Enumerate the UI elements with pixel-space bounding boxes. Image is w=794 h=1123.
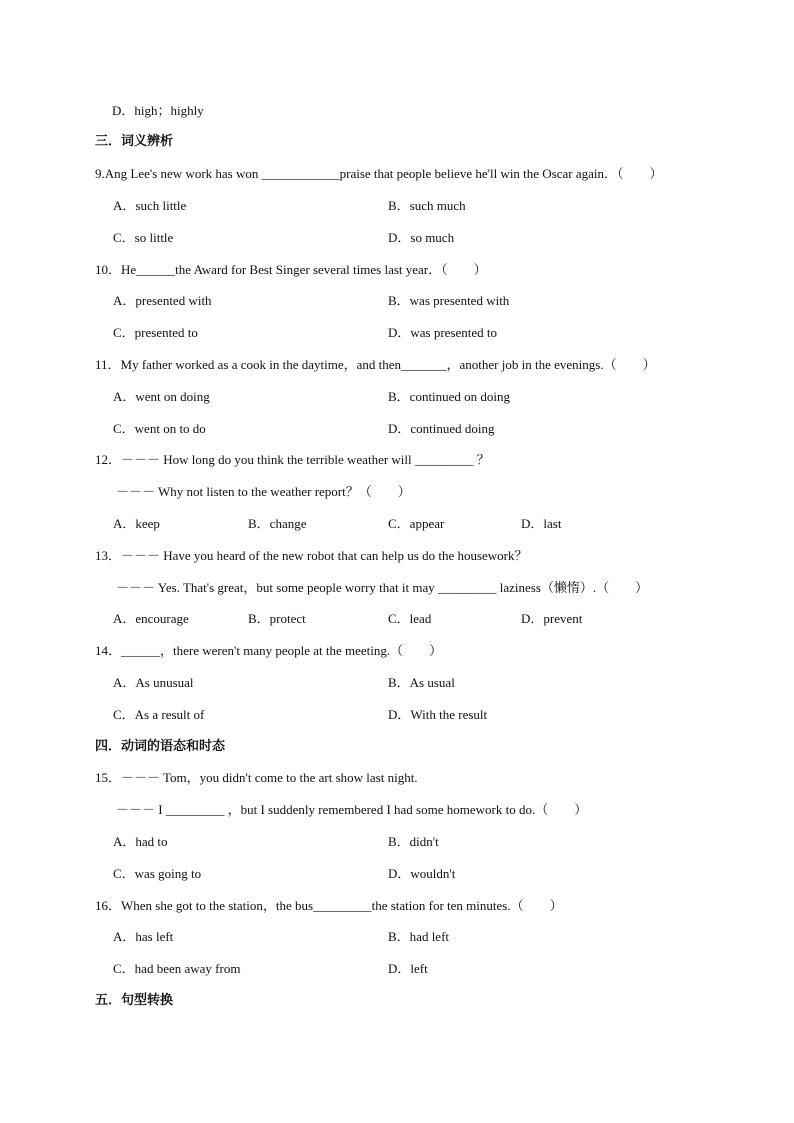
q10-option-a: A．presented with <box>113 293 212 308</box>
q12-option-d: D．last <box>521 516 562 531</box>
question-14 <box>95 643 442 659</box>
question-15-blank: _________ <box>165 802 225 817</box>
q14-option-a: A．As unusual <box>113 675 194 690</box>
question-15: 15．－－－ Tom，you didn't come to the art show last night. <box>95 770 418 785</box>
question-10-blank: ______ <box>136 262 176 277</box>
q13-option-c: C．lead <box>388 611 432 626</box>
q11-option-b: B．continued on doing <box>388 389 511 404</box>
q15-option-a: A．had to <box>113 834 168 849</box>
question-14-blank: ______ <box>121 643 161 658</box>
question-16 <box>95 898 563 914</box>
q14-option-b: B．As usual <box>388 675 455 690</box>
q16-option-a: A．has left <box>113 929 174 944</box>
q16-option-c: C．had been away from <box>113 961 241 976</box>
question-13-reply <box>116 580 648 596</box>
q9-option-b: B．such much <box>388 198 466 213</box>
question-9-lead: 9.Ang Lee's new work has won <box>95 166 262 181</box>
section-heading-3: 三．词义辨析 <box>95 134 174 149</box>
question-10 <box>95 262 487 278</box>
question-14-lead: 14． <box>95 643 122 658</box>
section-heading-4: 四．动词的语态和时态 <box>95 739 226 754</box>
q10-option-d: D．was presented to <box>388 325 498 340</box>
q16-option-b: B．had left <box>388 929 450 944</box>
q13-option-a: A．encourage <box>113 611 189 626</box>
question-10-lead: 10．He <box>95 262 137 277</box>
question-10-rest: the Award for Best Singer several times last year．（ ） <box>175 262 487 277</box>
q13-option-d: D．prevent <box>521 611 583 626</box>
q12-option-a: A．keep <box>113 516 160 531</box>
question-9-blank: ____________ <box>261 166 340 181</box>
q12-option-c: C．appear <box>388 516 445 531</box>
question-9-rest: praise that people believe he'll win the Oscar again．（ ） <box>339 166 663 181</box>
question-12-lead: 12．－－－ How long do you think the terrible weather will <box>95 452 415 467</box>
question-12-reply: －－－ Why not listen to the weather report？（ ） <box>116 484 411 499</box>
section-heading-5: 五．句型转换 <box>95 993 174 1008</box>
q11-option-a: A．went on doing <box>113 389 210 404</box>
q10-option-c: C．presented to <box>113 325 198 340</box>
q10-option-b: B．was presented with <box>388 293 510 308</box>
question-15-rest: ，but I suddenly remembered I had some homework to do.（ ） <box>224 802 588 817</box>
q15-option-c: C．was going to <box>113 866 202 881</box>
question-12 <box>95 452 490 468</box>
question-13-blank: _________ <box>438 580 497 595</box>
question-16-blank: _________ <box>313 898 372 913</box>
q12-option-b: B．change <box>248 516 307 531</box>
question-9 <box>95 166 663 182</box>
q9-option-c: C．so little <box>113 230 174 245</box>
q9-option-d: D．so much <box>388 230 455 245</box>
question-16-lead: 16．When she got to the station，the bus <box>95 898 314 913</box>
question-13: 13．－－－ Have you heard of the new robot that can help us do the housework？ <box>95 548 528 563</box>
q15-option-b: B．didn't <box>388 834 439 849</box>
question-11 <box>95 357 656 373</box>
question-13-rest: laziness（懒惰）.（ ） <box>496 580 649 595</box>
q14-option-c: C．As a result of <box>113 707 205 722</box>
q13-option-b: B．protect <box>248 611 306 626</box>
question-11-lead: 11．My father worked as a cook in the daytime，and then <box>95 357 402 372</box>
q9-option-a: A．such little <box>113 198 187 213</box>
question-11-blank: _______ <box>401 357 447 372</box>
q15-option-d: D．wouldn't <box>388 866 456 881</box>
question-12-rest: ？ <box>473 452 490 467</box>
question-12-blank: _________ <box>414 452 474 467</box>
q11-option-c: C．went on to do <box>113 421 206 436</box>
q11-option-d: D．continued doing <box>388 421 495 436</box>
question-11-rest: ，another job in the evenings.（ ） <box>446 357 656 372</box>
option-d-previous: D．high；highly <box>112 103 204 118</box>
question-15-lead: －－－ I <box>116 802 166 817</box>
question-15-reply <box>116 802 587 818</box>
q14-option-d: D．With the result <box>388 707 488 722</box>
question-14-rest: ，there weren't many people at the meeting.（ ） <box>160 643 443 658</box>
q16-option-d: D．left <box>388 961 428 976</box>
question-16-rest: the station for ten minutes.（ ） <box>371 898 563 913</box>
question-13-lead: －－－ Yes. That's great，but some people worry that it may <box>116 580 439 595</box>
